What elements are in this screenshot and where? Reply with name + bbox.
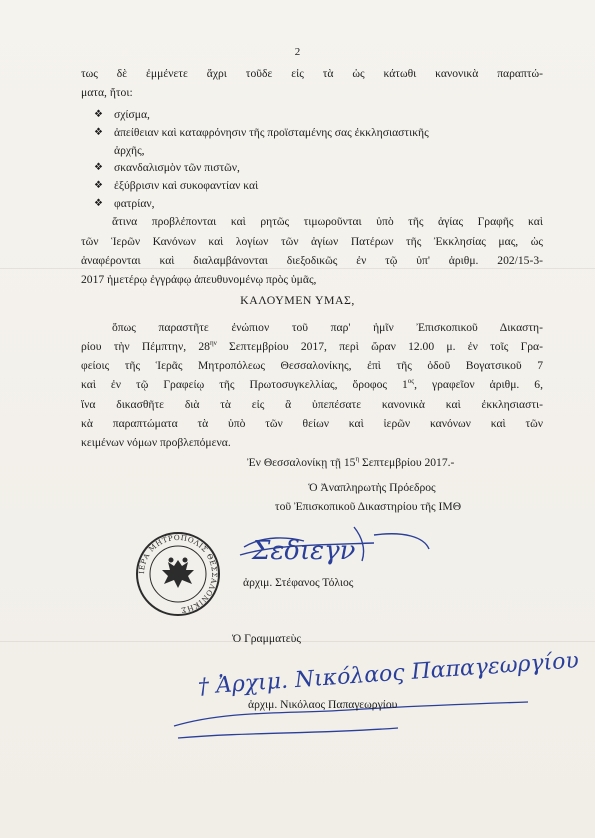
signatory2-name: ἀρχιμ. Νικόλαος Παπαγεωργίου	[248, 698, 398, 711]
paragraph2-line-5: ἵνα δικασθῆτε διὰ τὰ εἰς ἃ ὑπεπέσατε κανονικὰ καὶ ἐκκλησιαστι-	[81, 398, 543, 411]
paragraph2-line-4: καὶ ἐν τῷ Γραφείῳ τῆς Πρωτοσυγκελλίας, ὄροφος $1^{o\varsigma}$, γραφεῖον ἀριθμ. 6,	[81, 377, 544, 391]
list-item: ❖ σχίσμα,	[94, 106, 429, 124]
intro-line-1: τως δὲ ἐμμένετε ἄχρι τοῦδε εἰς τὰ ὡς κάτωθι κανονικὰ παραπτώ-	[81, 67, 543, 80]
paragraph1-line-1: ἅτινα προβλέπονται καὶ ρητῶς τιμωροῦνται ὑπὸ τῆς ἁγίας Γραφῆς καὶ	[112, 215, 543, 228]
page-number: 2	[294, 46, 301, 58]
list-item: ❖ ἐξύβρισιν καὶ συκοφαντίαν καὶ	[94, 177, 429, 195]
date-line: Ἐν Θεσσαλονίκῃ τῇ $15^\eta$ Σεπτεμβρίου 2017.-	[247, 455, 455, 469]
paragraph2-line-1: ὅπως παραστῆτε ἐνώπιον τοῦ παρ' ἡμῖν Ἐπισκοπικοῦ Δικαστη-	[112, 321, 543, 334]
signature-2-handwriting: † Ἀρχιμ. Νικόλαος Παπαγεωργίου	[197, 648, 580, 700]
seal-ring-text: ΙΕΡΑ ΜΗΤΡΟΠΟΛΙΣ ΘΕΣΣΑΛΟΝΙΚΗΣ	[136, 532, 220, 615]
paragraph1-line-3: ἀναφέρονται καὶ διαλαμβάνονται διεξοδικῶς ἐν τῷ ὑπ' ἀριθμ. 202/15-3-	[81, 254, 543, 267]
list-item: ❖ ἀπείθειαν καὶ καταφρόνησιν τῆς προϊσταμένης σας ἐκκλησιαστικῆς ἀρχῆς,	[94, 125, 429, 157]
signature-1-handwriting: Σεδιεγν	[252, 536, 356, 566]
seal-stamp	[136, 530, 220, 618]
signatory1-name: ἀρχιμ. Στέφανος Τόλιος	[243, 576, 354, 589]
bullet-icon: ❖	[94, 197, 103, 209]
paragraph2-line-6: κὰ παραπτώματα τὰ ὑπὸ τῶν θείων καὶ ἱερῶν κανόνων καὶ τῶν	[81, 417, 543, 430]
paragraph2-line-2: ρίου τὴν Πέμπτην, $28^{\eta\nu}$ Σεπτεμβρίου 2017, περὶ ὥραν 12.00 μ. ἐν τοῖς Γρα-	[81, 339, 543, 353]
list-item: ❖ φατρίαν,	[94, 195, 429, 213]
signatory2-title: Ὁ Γραμματεὺς	[232, 632, 301, 645]
bullet-icon: ❖	[94, 180, 103, 192]
list-item: ❖ σκανδαλισμὸν τῶν πιστῶν,	[94, 159, 429, 177]
bullet-icon: ❖	[94, 109, 103, 120]
offense-list	[94, 106, 429, 213]
paragraph2-line-7: κειμένων νόμων προβλεπόμενα.	[81, 436, 231, 449]
bullet-icon: ❖	[94, 126, 103, 138]
intro-line-2: ματα, ἤτοι:	[81, 86, 133, 99]
signatory1-title: Ὁ Ἀναπληρωτὴς Πρόεδρος	[308, 481, 436, 494]
summons-heading: ΚΑΛΟΥΜΕΝ ΥΜΑΣ,	[240, 293, 355, 307]
paragraph1-line-2: τῶν Ἱερῶν Κανόνων καὶ λογίων τῶν ἁγίων Πατέρων τῆς Ἐκκλησίας μας, ὡς	[81, 235, 543, 248]
bullet-icon: ❖	[94, 162, 103, 174]
paragraph1-line-4: 2017 ἡμετέρῳ ἐγγράφῳ ἀπευθυνομένῳ πρὸς ὑμᾶς,	[81, 273, 317, 286]
signatory1-subtitle: τοῦ Ἐπισκοπικοῦ Δικαστηρίου τῆς ΙΜΘ	[274, 500, 462, 513]
signature-1	[234, 515, 434, 570]
paragraph2-line-3: φείοις τῆς Ἱερᾶς Μητροπόλεως Θεσσαλονίκης, ἐπὶ τῆς ὁδοῦ Βογατσικοῦ 7	[81, 359, 543, 372]
double-headed-eagle-icon	[162, 558, 194, 589]
